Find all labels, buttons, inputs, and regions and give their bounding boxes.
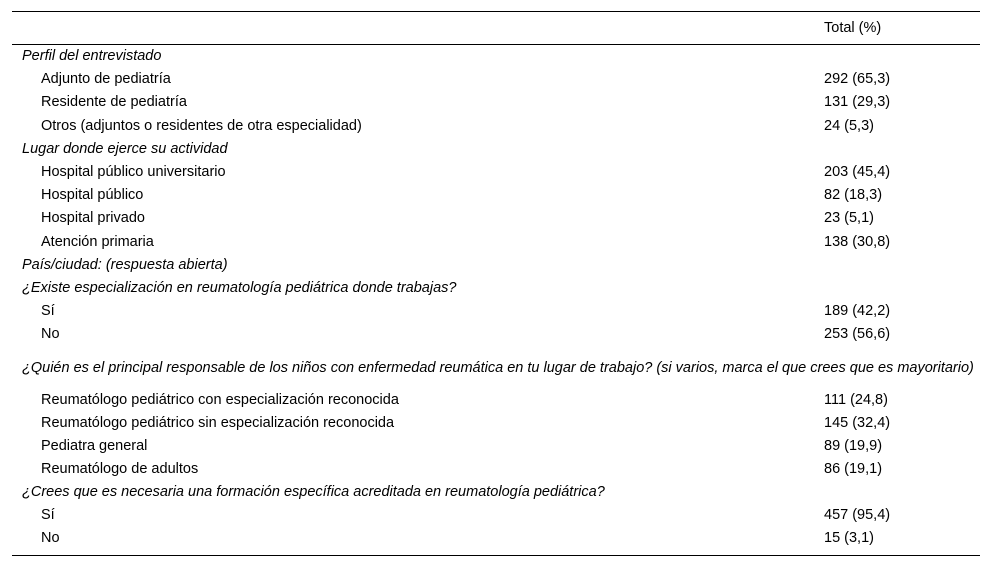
row-value: 253 (56,6) [824, 326, 891, 343]
column-header-total: Total (%) [813, 12, 980, 45]
row-value: 457 (95,4) [824, 507, 891, 524]
table-header-row [12, 12, 980, 45]
row-label: Sí [41, 303, 55, 320]
section-row-formacion [12, 481, 980, 504]
row-value: 189 (42,2) [824, 303, 891, 320]
row-label: Residente de pediatría [41, 94, 187, 111]
row-value: 23 (5,1) [824, 210, 874, 227]
row-label: No [12, 528, 813, 556]
table-row [12, 207, 980, 230]
table-row [12, 231, 980, 254]
table-row [12, 388, 980, 411]
column-header-label [12, 12, 813, 45]
table-row [12, 435, 980, 458]
table-row [12, 458, 980, 481]
row-label: Sí [41, 507, 55, 524]
table-row [12, 184, 980, 207]
section-row-responsable [12, 346, 980, 388]
row-value: 24 (5,3) [824, 117, 874, 134]
row-value: 138 (30,8) [824, 233, 891, 250]
row-value: 131 (29,3) [824, 94, 891, 111]
row-label: Adjunto de pediatría [41, 71, 171, 88]
row-value: 15 (3,1) [813, 528, 980, 556]
section-row-especializacion [12, 277, 980, 300]
section-row-pais [12, 254, 980, 277]
section-title: ¿Quién es el principal responsable de los niños con enfermedad reumática en tu lugar de trabajo? (si varios, marca el que crees que es mayoritario) [22, 359, 974, 376]
row-label: Otros (adjuntos o residentes de otra especialidad) [41, 117, 362, 134]
row-label: Reumatólogo de adultos [41, 461, 199, 478]
survey-table-container [12, 11, 980, 556]
row-label: Reumatólogo pediátrico con especialización reconocida [41, 391, 399, 408]
row-label: No [41, 326, 60, 343]
section-title: País/ciudad: (respuesta abierta) [22, 256, 228, 273]
table-row [12, 412, 980, 435]
table-row [12, 115, 980, 138]
table-row [12, 504, 980, 527]
section-title: Lugar donde ejerce su actividad [22, 140, 228, 157]
section-title: ¿Existe especialización en reumatología pediátrica donde trabajas? [22, 279, 457, 296]
table-row [12, 528, 980, 556]
table-row [12, 161, 980, 184]
survey-results-table [12, 11, 980, 556]
row-value: 145 (32,4) [824, 414, 891, 431]
section-title: Perfil del entrevistado [22, 48, 162, 65]
row-label: Hospital público [41, 187, 144, 204]
row-label: Hospital público universitario [41, 164, 226, 181]
row-value: 203 (45,4) [824, 164, 891, 181]
table-row [12, 300, 980, 323]
table-row [12, 68, 980, 91]
row-label: Hospital privado [41, 210, 145, 227]
table-row [12, 323, 980, 346]
row-value: 86 (19,1) [824, 461, 883, 478]
section-row-lugar [12, 138, 980, 161]
row-value: 292 (65,3) [824, 71, 891, 88]
row-value: 82 (18,3) [824, 187, 883, 204]
section-row-perfil [12, 45, 980, 69]
section-title: ¿Crees que es necesaria una formación específica acreditada en reumatología pediátrica? [22, 484, 605, 501]
row-label: Reumatólogo pediátrico sin especialización reconocida [41, 414, 395, 431]
row-label: Atención primaria [41, 233, 154, 250]
row-value: 111 (24,8) [824, 391, 888, 408]
table-row [12, 91, 980, 114]
table-body [12, 45, 980, 556]
row-value: 89 (19,9) [824, 437, 883, 454]
row-label: Pediatra general [41, 437, 148, 454]
